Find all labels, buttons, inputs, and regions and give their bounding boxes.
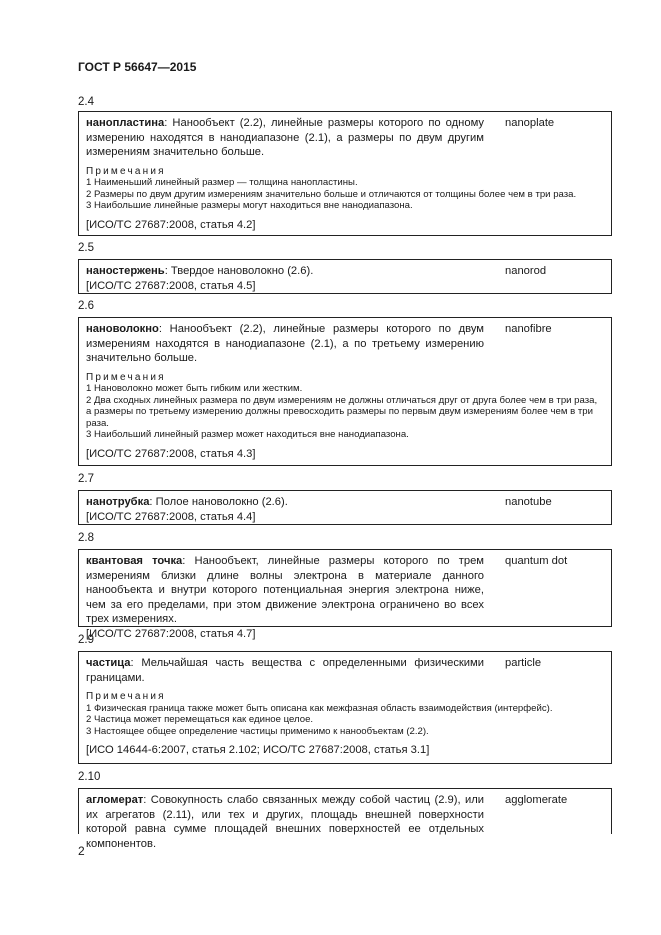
english-equivalent: nanotube [505, 496, 552, 508]
note-item: 2 Два сходных линейных размера по двум измерениям не должны отличаться друг от друга более чем в три раза, а размеры по третьему измерению должны превосходить размеры по первым двум измерениям более чем в три раза. [86, 394, 598, 429]
definition-text: : Нанообъект, линейные размеры которого по трем измерениям близки длине волны электрона в материале данного нанообъекта и внутри которого потенциальная энергия электрона ниже, чем за его пределами, при этом движение электрона ограничено во всех трех измерениях. [86, 555, 484, 625]
term-definition [86, 495, 484, 510]
entry-number: 2.4 [78, 96, 94, 108]
entry-number: 2.9 [78, 634, 94, 646]
note-item: 1 Физическая граница также может быть описана как межфазная область взаимодействия (интерфейс). [86, 702, 553, 714]
english-equivalent: nanofibre [505, 323, 552, 335]
english-equivalent: agglomerate [505, 794, 568, 806]
english-equivalent: nanoplate [505, 117, 555, 129]
english-equivalent: quantum dot [505, 555, 568, 567]
page-number: 2 [78, 844, 85, 858]
note-item: 1 Наименьший линейный размер — толщина нанопластины. [86, 177, 358, 189]
term-name: нановолокно [86, 323, 159, 335]
english-equivalent: particle [505, 657, 542, 669]
english-equivalent: nanorod [505, 265, 547, 277]
notes-block [86, 166, 605, 212]
term-entry-box [78, 259, 612, 294]
source-reference: [ИСО/ТС 27687:2008, статья 4.3] [86, 448, 256, 461]
note-item: 3 Наибольший линейный размер может находиться вне нанодиапазона. [86, 429, 409, 441]
term-entry-box [78, 317, 612, 466]
term-definition [86, 322, 484, 366]
definition-text: : Мельчайшая часть вещества с определенными физическими границами. [86, 657, 484, 684]
term-name: нанопластина [86, 117, 165, 129]
entry-number: 2.8 [78, 532, 94, 544]
term-name: частица [86, 657, 131, 669]
definition-text: : Нанообъект (2.2), линейные размеры которого по двум измерениям находятся в нанодиапазоне (2.1), а по третьему измерению значительно больше. [86, 323, 484, 364]
term-name: квантовая точка [86, 555, 183, 567]
notes-title: Примечания [86, 371, 166, 383]
notes-block [86, 372, 605, 442]
term-definition [86, 264, 484, 279]
term-name: наностержень [86, 265, 165, 277]
note-item: 2 Частица может перемещаться как единое целое. [86, 714, 314, 726]
source-reference: [ИСО/ТС 27687:2008, статья 4.2] [86, 218, 256, 231]
definition-text: : Нанообъект (2.2), линейные размеры которого по одному измерению находятся в нанодиапазоне (2.1), а размеры по двум другим измерениям значительно больше. [86, 117, 484, 158]
note-item: 2 Размеры по двум другим измерениям значительно больше и отличаются от толщины более чем в три раза. [86, 188, 577, 200]
term-name: агломерат [86, 794, 144, 806]
term-entry-box [78, 651, 612, 764]
term-entry-box [78, 490, 612, 525]
entry-number: 2.10 [78, 771, 101, 783]
term-definition [86, 793, 484, 851]
document-header: ГОСТ Р 56647—2015 [78, 60, 197, 74]
definition-text: : Твердое нановолокно (2.6). [164, 265, 314, 277]
term-name: нанотрубка [86, 496, 150, 508]
notes-block [86, 691, 605, 737]
definition-text: : Совокупность слабо связанных между собой частиц (2.9), или их агрегатов (2.11), или тех и других, площадь внешней поверхности которой равна сумме площадей внешних поверхностей ее отдельных компонентов. [86, 794, 484, 850]
term-definition [86, 656, 484, 685]
source-reference: [ИСО/ТС 27687:2008, статья 4.5] [86, 279, 256, 292]
notes-title: Примечания [86, 691, 166, 702]
notes-title: Примечания [86, 165, 166, 177]
entry-number: 2.7 [78, 473, 94, 485]
term-entry-box [78, 788, 612, 850]
note-item: 1 Нановолокно может быть гибким или жестким. [86, 383, 303, 395]
term-definition [86, 554, 484, 627]
note-item: 3 Наибольшие линейные размеры могут находиться вне нанодиапазона. [86, 200, 413, 212]
source-reference: [ИСО/ТС 27687:2008, статья 4.7] [86, 627, 256, 640]
term-entry-box [78, 111, 612, 236]
source-reference: [ИСО 14644-6:2007, статья 2.102; ИСО/ТС 27687:2008, статья 3.1] [86, 744, 430, 757]
entry-number: 2.6 [78, 300, 94, 312]
definition-text: : Полое нановолокно (2.6). [149, 496, 288, 508]
note-item: 3 Настоящее общее определение частицы применимо к нанообъектам (2.2). [86, 725, 429, 737]
entry-number: 2.5 [78, 242, 94, 254]
term-definition [86, 116, 484, 160]
source-reference: [ИСО/ТС 27687:2008, статья 4.4] [86, 510, 256, 523]
